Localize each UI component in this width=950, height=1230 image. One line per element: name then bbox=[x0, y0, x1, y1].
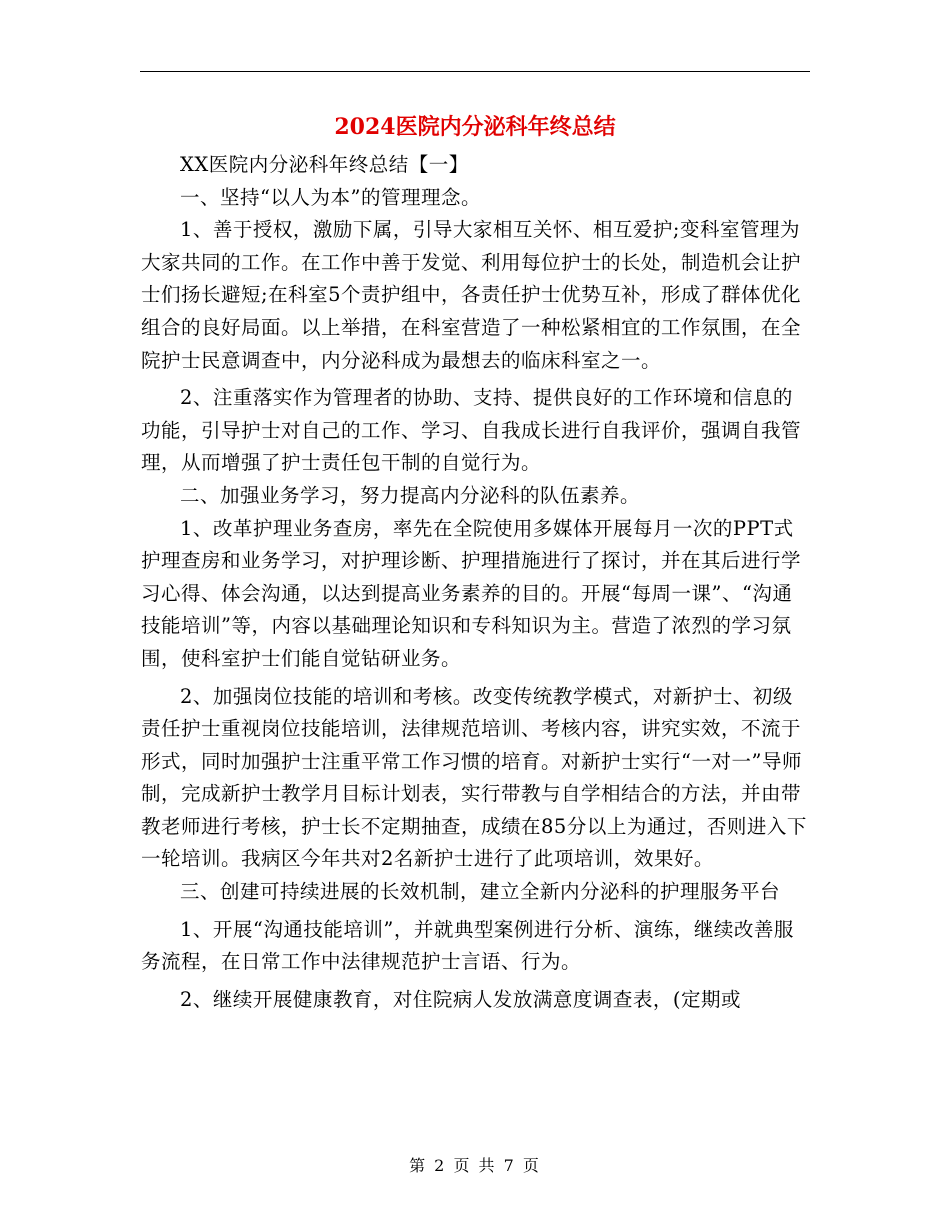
header-rule bbox=[140, 71, 810, 72]
body-paragraph: 1、改革护理业务查房，率先在全院使用多媒体开展每月一次的PPT式护理查房和业务学习，对护理诊断、护理措施进行了探讨，并在其后进行学习心得、体会沟通，以达到提高业务素养的目的。开展“每周一课”、“沟通技能培训”等，内容以基础理论知识和专科知识为主。营造了浓烈的学习氛围，使科室护士们能自觉钻研业务。 bbox=[141, 516, 802, 670]
document-title: 2024医院内分泌科年终总结 bbox=[334, 114, 616, 140]
body-paragraph: 2、加强岗位技能的培训和考核。改变传统教学模式，对新护士、初级责任护士重视岗位技能培训，法律规范培训、考核内容，讲究实效，不流于形式，同时加强护士注重平常工作习惯的培育。对新护士实行“一对一”导师制，完成新护士教学月目标计划表，实行带教与自学相结合的方法，并由带教老师进行考核，护士长不定期抽查，成绩在85分以上为通过，否则进入下一轮培训。我病区今年共对2名新护士进行了此项培训，效果好。 bbox=[141, 684, 807, 871]
page-number: 第 2 页 共 7 页 bbox=[409, 1156, 541, 1175]
section-heading-3: 三、创建可持续进展的长效机制，建立全新内分泌科的护理服务平台 bbox=[180, 880, 781, 904]
subtitle-paragraph: XX医院内分泌科年终总结【一】 bbox=[180, 153, 469, 176]
body-paragraph: 1、善于授权，激励下属，引导大家相互关怀、相互爱护;变科室管理为大家共同的工作。在工作中善于发觉、利用每位护士的长处，制造机会让护士们扬长避短;在科室5个责护组中，各责任护士优势互补，形成了群体优化组合的良好局面。以上举措，在科室营造了一种松紧相宜的工作氛围，在全院护士民意调查中，内分泌科成为最想去的临床科室之一。 bbox=[141, 218, 802, 372]
document-body bbox=[141, 149, 809, 1016]
body-paragraph: 1、开展“沟通技能培训”，并就典型案例进行分析、演练，继续改善服务流程，在日常工作中法律规范护士言语、行为。 bbox=[141, 917, 794, 974]
section-heading-2: 二、加强业务学习，努力提高内分泌科的队伍素养。 bbox=[180, 483, 641, 507]
section-heading-1: 一、坚持“以人为本”的管理理念。 bbox=[180, 185, 481, 209]
body-paragraph: 2、注重落实作为管理者的协助、支持、提供良好的工作环境和信息的功能，引导护士对自己的工作、学习、自我成长进行自我评价，强调自我管理，从而增强了护士责任包干制的自觉行为。 bbox=[141, 386, 802, 475]
body-paragraph: 2、继续开展健康教育，对住院病人发放满意度调查表，(定期或 bbox=[180, 987, 742, 1011]
